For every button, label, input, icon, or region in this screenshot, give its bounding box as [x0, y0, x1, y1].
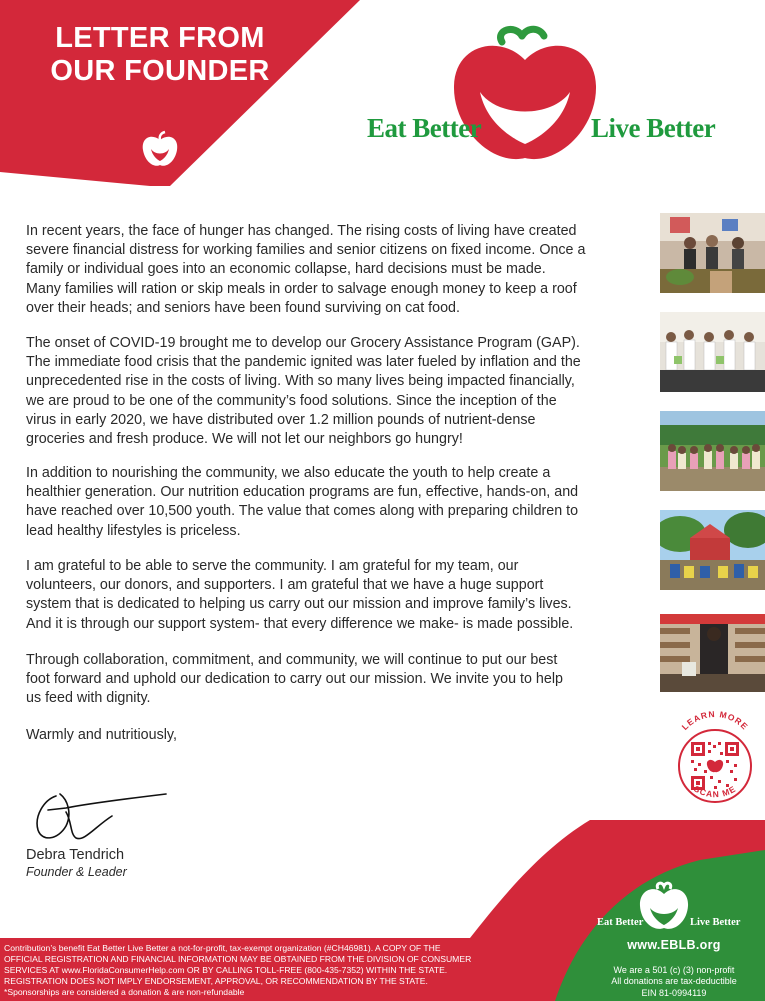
closing — [26, 726, 656, 745]
text-line: unprecedented rise in the costs of living. With so many lives being impacted financially, — [26, 373, 575, 390]
photo-volunteers-indoor — [660, 213, 765, 293]
text-line: volunteers, our donors, and supporters. I am grateful that we have a huge support — [26, 577, 544, 594]
text-line: In recent years, the face of hunger has changed. The rising costs of living have created — [26, 223, 577, 239]
nonprofit-line-2: All donations are tax-deductible — [611, 976, 737, 986]
text-line: have reached over 10,500 youth. The value that comes along with preparing children to — [26, 503, 579, 520]
text-line: Through collaboration, commitment, and community, we will continue to put our best — [26, 652, 558, 668]
photo-playground — [660, 510, 765, 590]
disclaimer-line: REGISTRATION DOES NOT IMPLY ENDORSEMENT, APPROVAL, OR RECOMMENDATION BY THE STATE. — [4, 976, 428, 986]
text-line: Warmly and nutritiously, — [26, 727, 177, 743]
paragraph-4 — [26, 557, 656, 634]
text-line: The immediate food crisis that the pandemic ignited was later fueled by inflation and the — [26, 354, 581, 371]
disclaimer-line: SERVICES AT www.FloridaConsumerHelp.com OR BY CALLING TOLL-FREE (800-435-7352) WITHIN THE STATE. — [4, 965, 448, 975]
text-line: over their heads; and seniors have been found surviving on cat food. — [26, 299, 460, 316]
svg-text:LEARN MORE — [680, 709, 751, 732]
signer-title: Founder & Leader — [26, 865, 127, 879]
text-line: us feed with dignity. — [26, 690, 151, 707]
footer-logo-left: Eat Better — [597, 917, 644, 928]
paragraph-3 — [26, 464, 656, 541]
text-line: severe financial distress for working families and senior citizens on fixed income. Once a — [26, 242, 586, 259]
apple-icon — [636, 880, 692, 932]
text-line: system that is dedicated to helping us carry out our mission and improve family’s lives. — [26, 596, 572, 613]
logo-text-left: Eat Better — [367, 113, 482, 143]
qr-bottom-label: SCAN ME — [692, 783, 738, 800]
qr-code[interactable] — [668, 700, 762, 830]
text-line: Many families will ration or skip meals in order to salvage enough money to keep a roof — [26, 280, 577, 297]
apple-icon — [139, 130, 181, 170]
photo-founder-store — [660, 614, 765, 692]
nonprofit-line-1: We are a 501 (c) (3) non-profit — [613, 965, 735, 975]
text-line: In addition to nourishing the community, we also educate the youth to help create a — [26, 465, 551, 481]
text-line: groceries and fresh produce. We will not let our neighbors go hungry! — [26, 431, 463, 448]
disclaimer-line: Contribution’s benefit Eat Better Live Better a not-for-profit, tax-exempt organization (#CH46981). A COPY OF THE — [4, 943, 441, 953]
text-line: I am grateful to be able to serve the community. I am grateful for my team, our — [26, 558, 519, 574]
text-line: foot forward and uphold our dedication to carry out our mission. We invite you to help — [26, 671, 563, 688]
qr-top-label: LEARN MORE — [679, 708, 751, 732]
website-link[interactable]: www.EBLB.org — [627, 938, 721, 952]
disclaimer-line: *Sponsorships are considered a donation & are non-refundable — [4, 987, 245, 997]
photo-children-outdoor — [660, 411, 765, 491]
footer-logo-right: Live Better — [690, 917, 741, 928]
text-line: family or individual goes into an economic collapse, hard decisions must be made. — [26, 261, 546, 278]
disclaimer-line: OFFICIAL REGISTRATION AND FINANCIAL INFORMATION MAY BE OBTAINED FROM THE DIVISION OF CONSUMER — [4, 954, 472, 964]
text-line: And it is through our support system- that every difference we make- is made possible. — [26, 615, 574, 632]
page-title — [0, 22, 320, 88]
text-line: virus in early 2020, we have distributed over 1.2 million pounds of nutrient-dense — [26, 411, 536, 428]
logo-text-right: Live Better — [591, 113, 716, 143]
apple-logo-icon — [440, 20, 610, 170]
title-line-2: OUR FOUNDER — [50, 55, 270, 87]
photo-volunteers-group — [660, 312, 765, 392]
title-line-1: LETTER FROM — [55, 22, 265, 54]
paragraph-5 — [26, 651, 656, 709]
text-line: The onset of COVID-19 brought me to develop our Grocery Assistance Program (GAP). — [26, 335, 580, 351]
ein-number: EIN 81-0994119 — [641, 988, 707, 998]
signer-name: Debra Tendrich — [26, 847, 125, 863]
text-line: healthier generation. Our nutrition education programs are fun, effective, hands-on, and — [26, 484, 579, 501]
paragraph-1 — [26, 222, 656, 318]
text-line: lead healthy lifestyles is priceless. — [26, 522, 241, 539]
text-line: we are proud to be one of the community’s food solutions. Since the inception of the — [26, 392, 557, 409]
paragraph-2 — [26, 334, 656, 449]
